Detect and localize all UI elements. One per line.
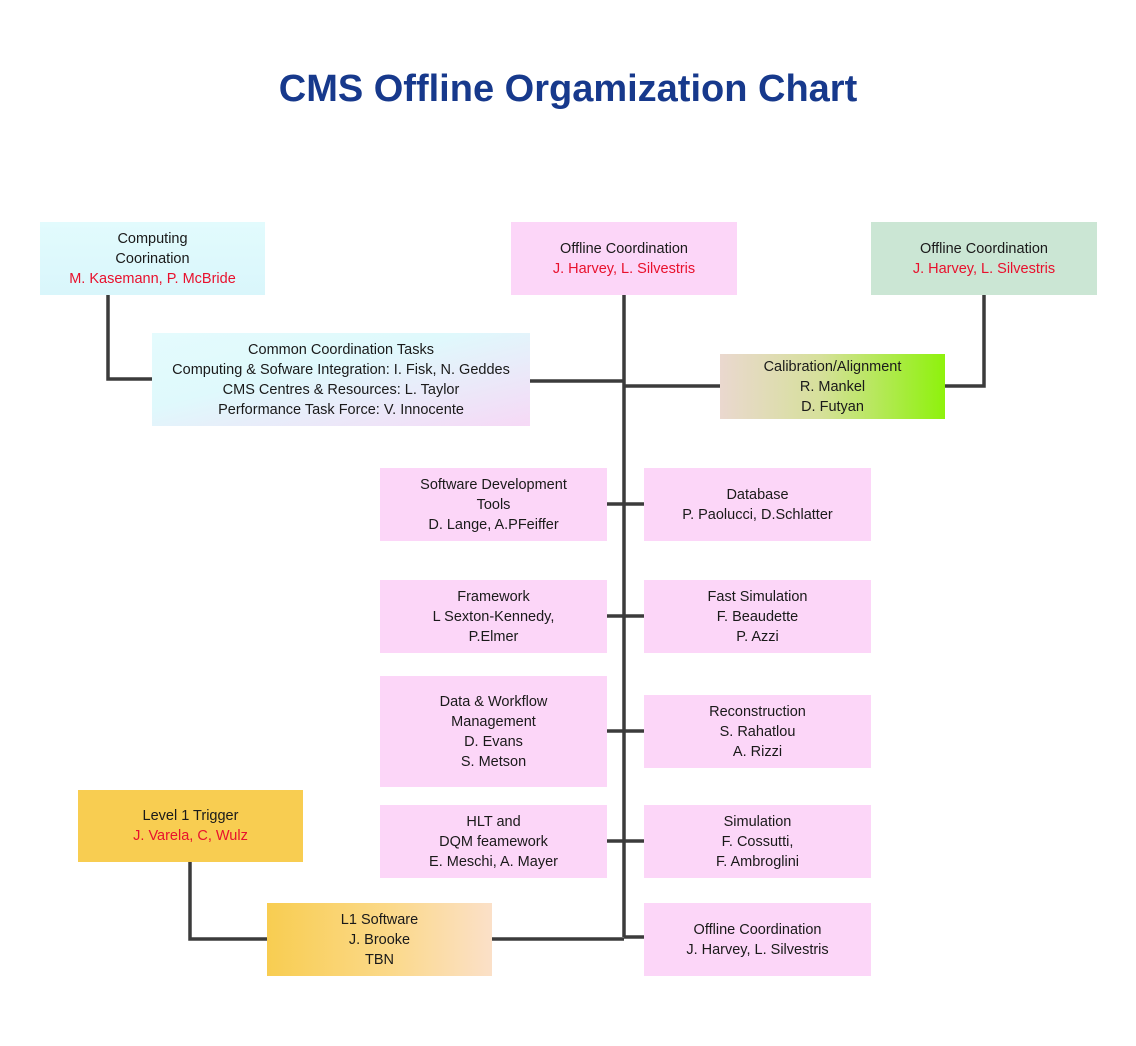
node-line: Offline Coordination (920, 240, 1048, 257)
node-line: Common Coordination Tasks (248, 341, 434, 358)
node-offline-coordination-bottom[interactable] (644, 903, 871, 976)
node-line: P.Elmer (468, 628, 519, 645)
node-line: Level 1 Trigger (142, 808, 239, 824)
node-line: Performance Task Force: V. Innocente (218, 401, 464, 418)
node-line: Management (451, 713, 536, 730)
node-line: Software Development (420, 476, 567, 493)
node-reconstruction[interactable] (644, 695, 871, 768)
node-framework[interactable] (380, 580, 607, 653)
node-offline-coordination-top-center[interactable] (511, 222, 737, 295)
node-line: Calibration/Alignment (763, 358, 902, 375)
node-line: L1 Software (340, 911, 419, 928)
node-line: Coorination (115, 250, 190, 267)
node-line: E. Meschi, A. Mayer (429, 853, 558, 870)
node-line: F. Ambroglini (715, 853, 799, 870)
node-line: J. Varela, C, Wulz (133, 828, 248, 844)
node-line: Database (726, 486, 789, 503)
node-line: Data & Workflow (439, 693, 548, 710)
node-line: TBN (365, 951, 394, 968)
node-line: Reconstruction (709, 703, 806, 720)
node-line: F. Beaudette (716, 608, 799, 625)
node-line: Simulation (723, 813, 792, 830)
node-hlt-and-dqm-framework[interactable] (380, 805, 607, 878)
node-line: F. Cossutti, (721, 833, 794, 850)
node-line: Computing (117, 230, 188, 247)
node-line: P. Paolucci, D.Schlatter (682, 506, 833, 523)
node-level-1-trigger[interactable] (78, 790, 303, 862)
node-line: R. Mankel (799, 378, 866, 395)
node-line: HLT and (466, 813, 521, 830)
page-title: CMS Offline Orgamization Chart (278, 68, 858, 110)
node-line: J. Brooke (348, 931, 411, 948)
node-offline-coordination-top-right[interactable] (871, 222, 1097, 295)
node-line: S. Rahatlou (719, 723, 796, 740)
node-line: Fast Simulation (707, 588, 808, 605)
node-line: D. Evans (464, 733, 523, 750)
node-l1-software[interactable] (267, 903, 492, 976)
node-fast-simulation[interactable] (644, 580, 871, 653)
node-computing-coordination[interactable] (40, 222, 265, 295)
node-software-development-tools[interactable] (380, 468, 607, 541)
node-line: Computing & Sofware Integration: I. Fisk, N. Geddes (172, 361, 510, 378)
node-line: J. Harvey, L. Silvestris (912, 260, 1056, 277)
node-line: Tools (476, 496, 511, 513)
node-line: J. Harvey, L. Silvestris (552, 260, 696, 277)
node-calibration-alignment[interactable] (720, 354, 945, 419)
node-line: DQM feamework (439, 833, 548, 850)
node-line: M. Kasemann, P. McBride (69, 270, 236, 287)
node-line: Framework (457, 588, 530, 605)
node-line: Offline Coordination (693, 921, 822, 938)
node-line: L Sexton-Kennedy, (432, 608, 555, 625)
node-line: P. Azzi (736, 628, 779, 645)
node-line: A. Rizzi (732, 743, 783, 760)
node-data-workflow-management[interactable] (380, 676, 607, 787)
node-simulation[interactable] (644, 805, 871, 878)
node-line: CMS Centres & Resources: L. Taylor (222, 381, 460, 398)
node-line: D. Lange, A.PFeiffer (428, 516, 559, 533)
node-line: Offline Coordination (560, 240, 688, 257)
node-line: S. Metson (460, 753, 527, 770)
node-line: J. Harvey, L. Silvestris (686, 941, 829, 958)
node-line: D. Futyan (801, 398, 864, 415)
node-database[interactable] (644, 468, 871, 541)
node-common-coordination-tasks[interactable] (152, 333, 530, 426)
